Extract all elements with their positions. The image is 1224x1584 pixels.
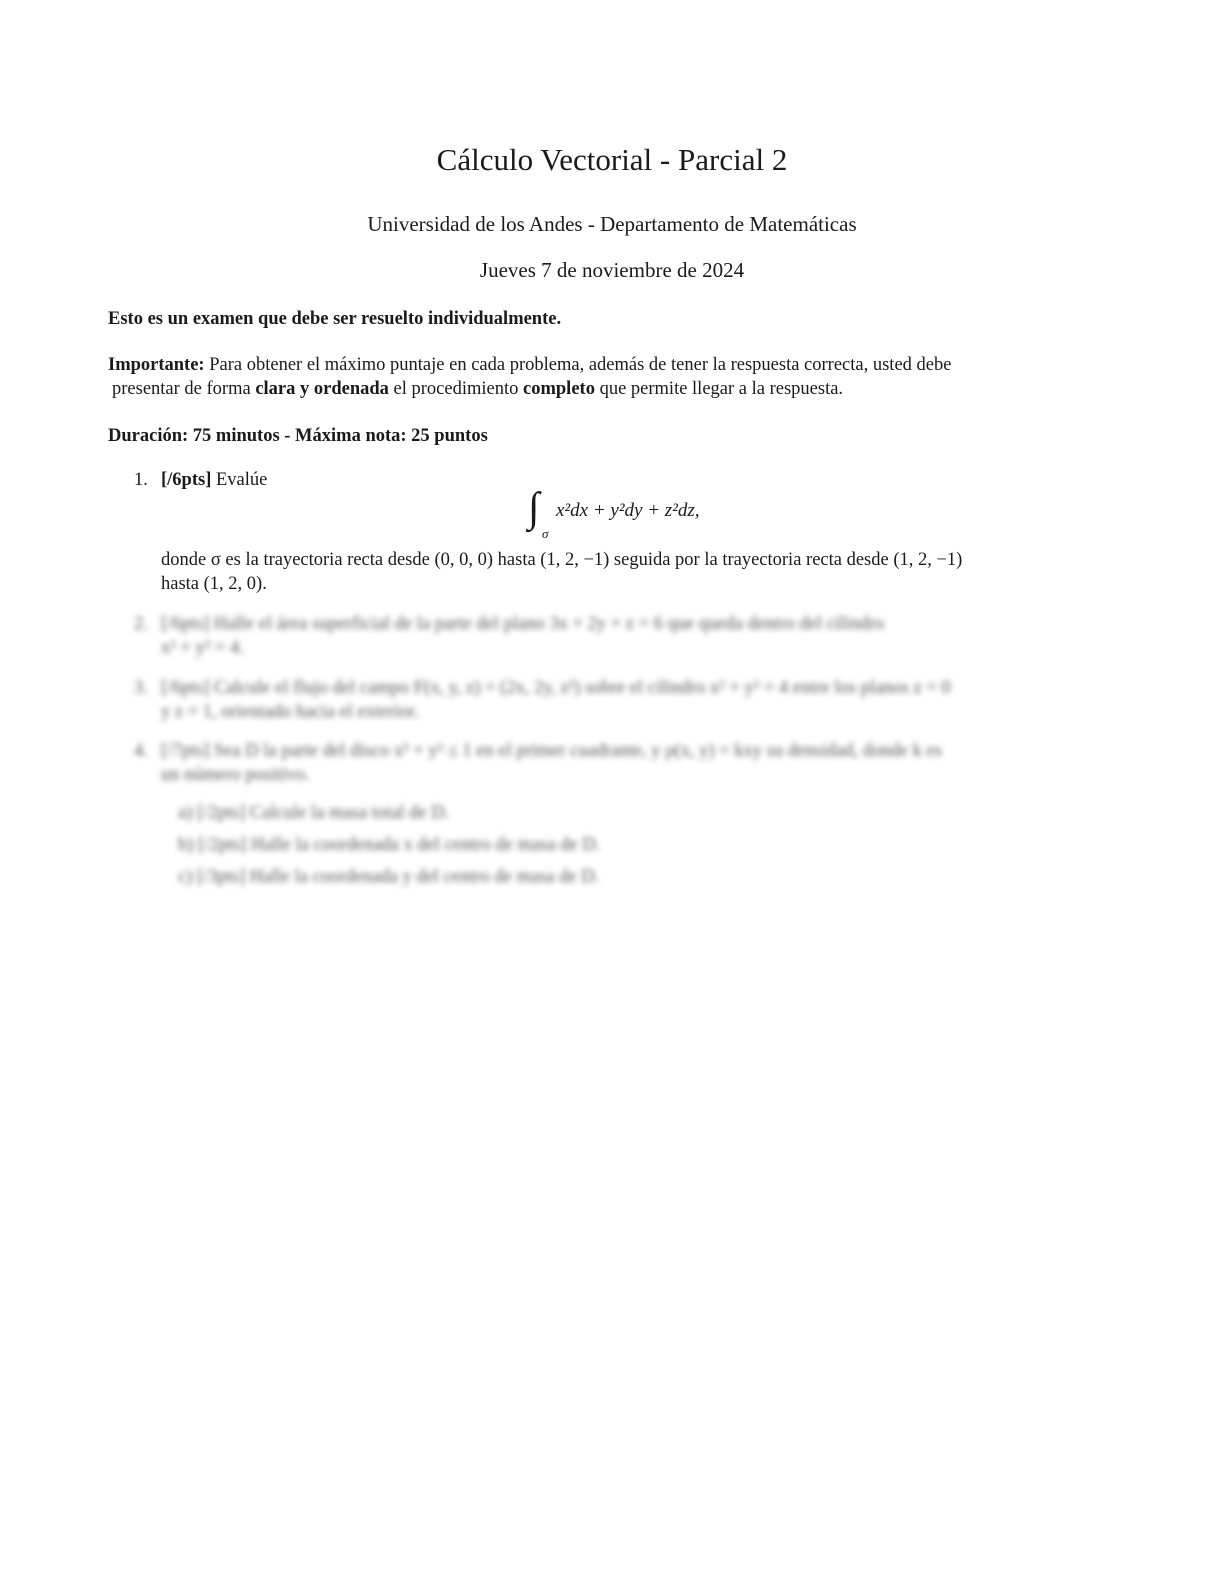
problem-2-line-2: x² + y² = 4.	[161, 638, 244, 658]
individual-notice: Esto es un examen que debe ser resuelto individualmente.	[108, 309, 562, 329]
line-integral	[528, 485, 788, 544]
important-bold-1: clara y ordenada	[255, 379, 389, 399]
important-label: Importante:	[108, 355, 205, 375]
problem-1-points: [/6pts]	[161, 470, 212, 490]
integral-body: x²dx + y²dy + z²dz,	[556, 500, 700, 521]
problem-3-line-1: [/6pts] Calcule el flujo del campo F(x, y, z) = (2x, 2y, z²) sobre el cilindro x² + y² = 4 entre los planos z = 0	[161, 678, 951, 698]
important-text-1: Para obtener el máximo puntaje en cada problema, además de tener la respuesta correcta, usted debe	[204, 355, 952, 375]
exam-date: Jueves 7 de noviembre de 2024	[479, 258, 745, 282]
important-paragraph	[108, 353, 1108, 401]
subitem-c-blurred: c) [/3pts] Halle la coordenada y del centro de masa de D.	[178, 867, 600, 887]
problem-1-line-1: donde σ es la trayectoria recta desde (0, 0, 0) hasta (1, 2, −1) seguida por la trayectoria recta desde (1, 2, −1)	[161, 550, 963, 570]
problem-1-verb: Evalúe	[211, 470, 268, 490]
page-title: Cálculo Vectorial - Parcial 2	[436, 142, 788, 177]
integral-subscript: σ	[542, 526, 549, 541]
problem-4-line-1: [/7pts] Sea D la parte del disco x² + y² ≤ 1 en el primer cuadrante, y ρ(x, y) = kxy su densidad, donde k es	[161, 741, 942, 761]
important-bold-2: completo	[523, 379, 595, 399]
problem-4-number: 4.	[134, 741, 148, 761]
problem-3-line-2: y z = 1, orientado hacia el exterior.	[161, 702, 419, 722]
institution: Universidad de los Andes - Departamento de Matemáticas	[367, 212, 857, 236]
problem-1-number: 1.	[134, 470, 148, 490]
problem-1-body	[161, 548, 1106, 596]
problem-1-line-2: hasta (1, 2, 0).	[161, 574, 267, 594]
important-text-4: que permite llegar a la respuesta.	[594, 379, 844, 399]
subitem-a-blurred: a) [/2pts] Calcule la masa total de D.	[178, 803, 450, 823]
important-text-2: presentar de forma	[112, 379, 256, 399]
problem-2-number: 2.	[134, 614, 148, 634]
problem-2-line-1: [/6pts] Halle el área superficial de la parte del plano 3x + 2y + z = 6 que queda dentro del cilindro	[161, 614, 885, 634]
integral-sign: ∫	[528, 485, 540, 531]
important-text-3: el procedimiento	[388, 379, 524, 399]
problem-3-number: 3.	[134, 678, 148, 698]
subitem-b-blurred: b) [/2pts] Halle la coordenada x del centro de masa de D.	[178, 835, 601, 855]
problem-4-line-2: un número positivo.	[161, 765, 310, 785]
duration-line: Duración: 75 minutos - Máxima nota: 25 puntos	[108, 426, 488, 446]
